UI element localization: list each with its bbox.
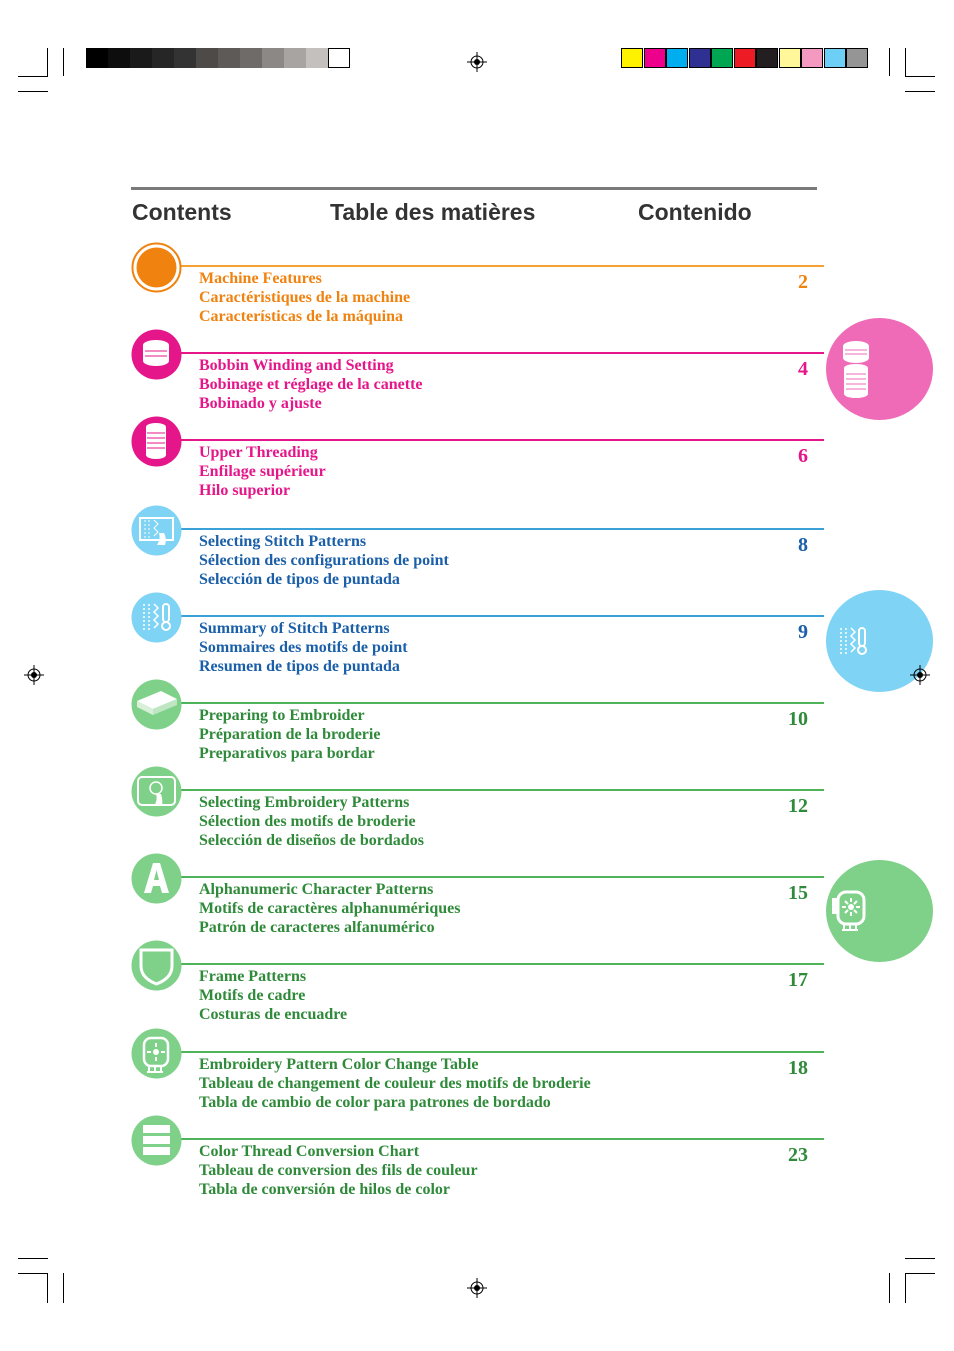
gray-swatch (174, 48, 196, 68)
entry-rule (179, 439, 824, 441)
entry-rule (179, 615, 824, 617)
entry-title-fr: Enfilage supérieur (199, 463, 326, 480)
gray-swatch (218, 48, 240, 68)
entry-title-en: Color Thread Conversion Chart (199, 1143, 420, 1160)
color-swatch (644, 48, 666, 68)
page-number: 9 (798, 621, 808, 643)
entry-title-fr: Motifs de caractères alphanumériques (199, 900, 461, 917)
header-contents: Contents (132, 199, 232, 225)
entry-title-en: Frame Patterns (199, 968, 307, 985)
entry-title-fr: Tableau de changement de couleur des motifs de broderie (199, 1075, 591, 1092)
color-swatch (689, 48, 711, 68)
header-rule (131, 187, 817, 190)
thread-spool-icon (131, 416, 182, 467)
toc-entry[interactable] (131, 1051, 824, 1138)
shield-frame-icon (131, 940, 182, 991)
entry-title-fr: Caractéristiques de la machine (199, 289, 411, 306)
entry-title-en: Bobbin Winding and Setting (199, 357, 394, 374)
entry-title-fr: Sélection des configurations de point (199, 552, 449, 569)
bobbin-icon (131, 329, 182, 380)
entry-rule (179, 528, 824, 530)
entry-rule (179, 963, 824, 965)
entry-title-es: Bobinado y ajuste (199, 395, 322, 412)
toc-entry[interactable] (131, 789, 824, 876)
gray-swatch (108, 48, 130, 68)
gray-swatch (130, 48, 152, 68)
toc-entry[interactable] (131, 1138, 824, 1225)
entry-title-fr: Sélection des motifs de broderie (199, 813, 416, 830)
color-swatch (846, 48, 868, 68)
toc-entry[interactable] (131, 352, 824, 439)
toc-entry[interactable] (131, 265, 824, 352)
registration-mark-icon (467, 52, 487, 72)
page-number: 17 (788, 969, 808, 991)
gray-swatch (86, 48, 108, 68)
page-number: 10 (788, 708, 808, 730)
toc-entry[interactable] (131, 963, 824, 1050)
entry-title-es: Preparativos para bordar (199, 745, 375, 762)
entry-title-fr: Tableau de conversion des fils de couleur (199, 1162, 478, 1179)
entry-rule (179, 1051, 824, 1053)
stitch-summary-icon (131, 592, 182, 643)
header-contenido: Contenido (638, 199, 752, 225)
entry-title-en: Machine Features (199, 270, 322, 287)
gray-swatch (306, 48, 328, 68)
entry-rule (179, 789, 824, 791)
page-number: 4 (798, 358, 808, 380)
entry-title-en: Selecting Embroidery Patterns (199, 794, 410, 811)
entry-title-en: Alphanumeric Character Patterns (199, 881, 434, 898)
color-swatch (779, 48, 801, 68)
entry-rule (179, 265, 824, 267)
embroidery-unit-icon (131, 679, 182, 730)
entry-rule (179, 1138, 824, 1140)
entry-title-es: Costuras de encuadre (199, 1006, 348, 1023)
entry-rule (179, 876, 824, 878)
entry-title-es: Características de la máquina (199, 308, 403, 325)
page-number: 15 (788, 882, 808, 904)
entry-title-es: Hilo superior (199, 482, 291, 499)
conversion-chart-icon (131, 1115, 182, 1166)
toc-entry[interactable] (131, 615, 824, 702)
color-swatch (801, 48, 823, 68)
entry-title-en: Selecting Stitch Patterns (199, 533, 367, 550)
page-number: 2 (798, 271, 808, 293)
gray-swatch (328, 48, 350, 68)
entry-title-es: Tabla de conversión de hilos de color (199, 1181, 450, 1198)
letter-a-icon (131, 853, 182, 904)
entry-title-es: Patrón de caracteres alfanumérico (199, 919, 435, 936)
registration-mark-icon (467, 1278, 487, 1298)
stitch-select-icon (131, 505, 182, 556)
toc-entry[interactable] (131, 702, 824, 789)
entry-title-es: Resumen de tipos de puntada (199, 658, 400, 675)
entry-title-fr: Bobinage et réglage de la canette (199, 376, 423, 393)
gray-swatch (152, 48, 174, 68)
color-change-icon (131, 1028, 182, 1079)
entry-title-es: Tabla de cambio de color para patrones de bordado (199, 1094, 551, 1111)
toc-entry[interactable] (131, 528, 824, 615)
entry-title-en: Summary of Stitch Patterns (199, 620, 390, 637)
orange-dot-icon (131, 242, 182, 293)
embroidery-select-icon (131, 766, 182, 817)
page-number: 12 (788, 795, 808, 817)
gray-swatch (284, 48, 306, 68)
color-swatch (711, 48, 733, 68)
color-swatch (666, 48, 688, 68)
registration-mark-icon (24, 665, 44, 685)
bobbin-icon (826, 318, 933, 420)
toc-entry[interactable] (131, 439, 824, 526)
entry-title-es: Selección de diseños de bordados (199, 832, 424, 849)
color-swatch (621, 48, 643, 68)
toc-entry[interactable] (131, 876, 824, 963)
page-number: 8 (798, 534, 808, 556)
entry-title-en: Preparing to Embroider (199, 707, 365, 724)
entry-title-fr: Sommaires des motifs de point (199, 639, 408, 656)
gray-swatch (240, 48, 262, 68)
entry-title-fr: Motifs de cadre (199, 987, 306, 1004)
header-table-des-matieres: Table des matières (330, 199, 536, 225)
entry-rule (179, 352, 824, 354)
color-swatch (734, 48, 756, 68)
color-swatch (756, 48, 778, 68)
embroidery-frame-icon (826, 860, 933, 962)
section-tab-embroidery[interactable] (826, 860, 933, 962)
entry-rule (179, 702, 824, 704)
entry-title-fr: Préparation de la broderie (199, 726, 381, 743)
gray-swatch (262, 48, 284, 68)
entry-title-en: Embroidery Pattern Color Change Table (199, 1056, 479, 1073)
entry-title-en: Upper Threading (199, 444, 318, 461)
gray-swatch (196, 48, 218, 68)
entry-title-es: Selección de tipos de puntada (199, 571, 400, 588)
page-number: 18 (788, 1057, 808, 1079)
page-number: 6 (798, 445, 808, 467)
page-number: 23 (788, 1144, 808, 1166)
color-swatch (824, 48, 846, 68)
section-tab-bobbin[interactable] (826, 318, 933, 420)
registration-mark-icon (910, 665, 930, 685)
